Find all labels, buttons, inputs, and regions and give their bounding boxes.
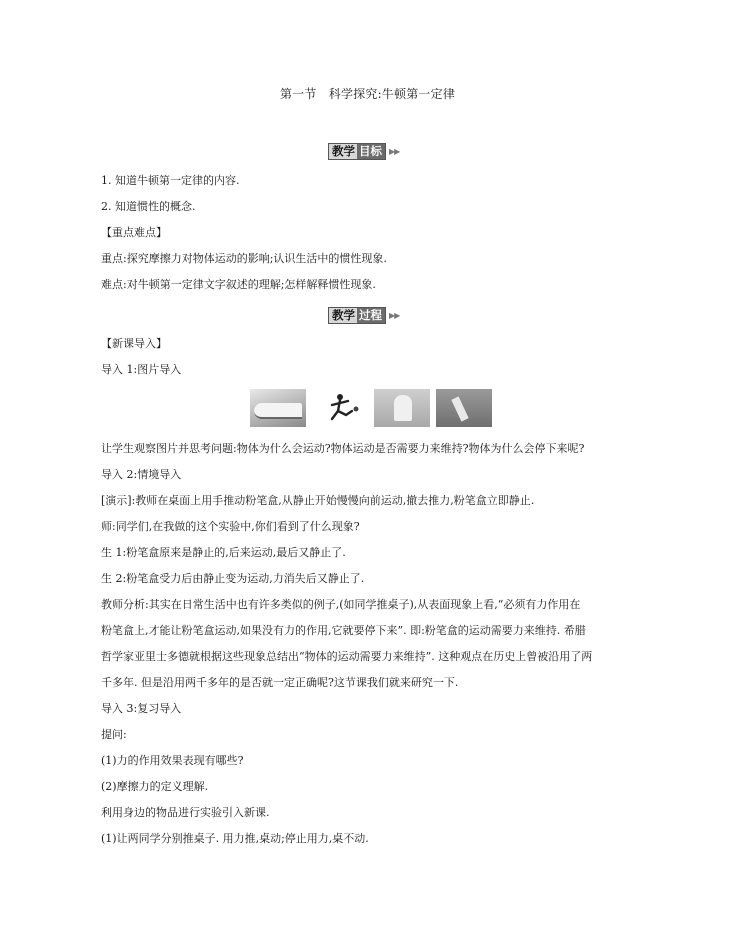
text-line: 师:同学们,在我做的这个实验中,你们看到了什么现象?: [101, 520, 360, 533]
text-line: 1. 知道牛顿第一定律的内容.: [101, 174, 240, 187]
banner-label-part-b: 过程: [357, 308, 385, 323]
text-line: 重点:探究摩擦力对物体运动的影响;认识生活中的惯性现象.: [101, 252, 387, 265]
banner-label-part-a: 教学: [329, 144, 357, 159]
text-line: 提问:: [101, 728, 127, 741]
text-line: 导入 2:情境导入: [101, 468, 182, 481]
text-line: 让学生观察图片并思考问题:物体为什么会运动?物体运动是否需要力来维持?物体为什么会停下来呢?: [101, 442, 585, 455]
text-line: 粉笔盒上,才能让粉笔盒运动,如果没有力的作用,它就要停下来”. 即:粉笔盒的运动需要力来维持. 希腊: [101, 624, 586, 637]
text-line: 生 1:粉笔盒原来是静止的,后来运动,最后又静止了.: [101, 546, 346, 559]
skier-photo: [436, 389, 492, 427]
banner-label-part-a: 教学: [329, 308, 357, 323]
text-line: [演示]:教师在桌面上用手推动粉笔盒,从静止开始慢慢向前运动,撤去推力,粉笔盒立即静止.: [101, 494, 535, 507]
soccer-kick-photo: [312, 389, 368, 427]
section-banner-objectives: [328, 143, 399, 160]
section-heading: 【新课导入】: [101, 337, 167, 350]
text-line: 哲学家亚里士多德就根据这些现象总结出“物体的运动需要力来维持”. 这种观点在历史上曾被沿用了两: [101, 650, 593, 663]
double-arrow-icon: ▶▶: [389, 311, 400, 320]
text-line: 2. 知道惯性的概念.: [101, 200, 196, 213]
intro-photo-strip: [250, 389, 492, 427]
bullet-train-photo: [250, 389, 306, 427]
text-line: 利用身边的物品进行实验引入新课.: [101, 806, 270, 819]
section-heading: 【重点难点】: [101, 226, 167, 239]
double-arrow-icon: ▶▶: [389, 147, 400, 156]
text-line: (1)让两同学分别推桌子. 用力推,桌动;停止用力,桌不动.: [101, 832, 369, 845]
banner-box: [328, 143, 386, 160]
text-line: (2)摩擦力的定义理解.: [101, 780, 209, 793]
text-line: 教师分析:其实在日常生活中也有许多类似的例子,(如同学推桌子),从表面现象上看,“必须有力作用在: [101, 598, 581, 611]
page-title: 第一节 科学探究:牛顿第一定律: [279, 87, 456, 101]
text-line: 生 2:粉笔盒受力后由静止变为运动,力消失后又静止了.: [101, 572, 365, 585]
banner-box: [328, 307, 386, 324]
cyclist-photo: [374, 389, 430, 427]
banner-label-part-b: 目标: [357, 144, 385, 159]
text-line: (1)力的作用效果表现有哪些?: [101, 754, 244, 767]
text-line: 难点:对牛顿第一定律文字叙述的理解;怎样解释惯性现象.: [101, 278, 376, 291]
text-line: 千多年. 但是沿用两千多年的是否就一定正确呢?这节课我们就来研究一下.: [101, 676, 459, 689]
section-banner-process: [328, 307, 399, 324]
text-line: 导入 1:图片导入: [101, 363, 182, 376]
text-line: 导入 3:复习导入: [101, 702, 182, 715]
